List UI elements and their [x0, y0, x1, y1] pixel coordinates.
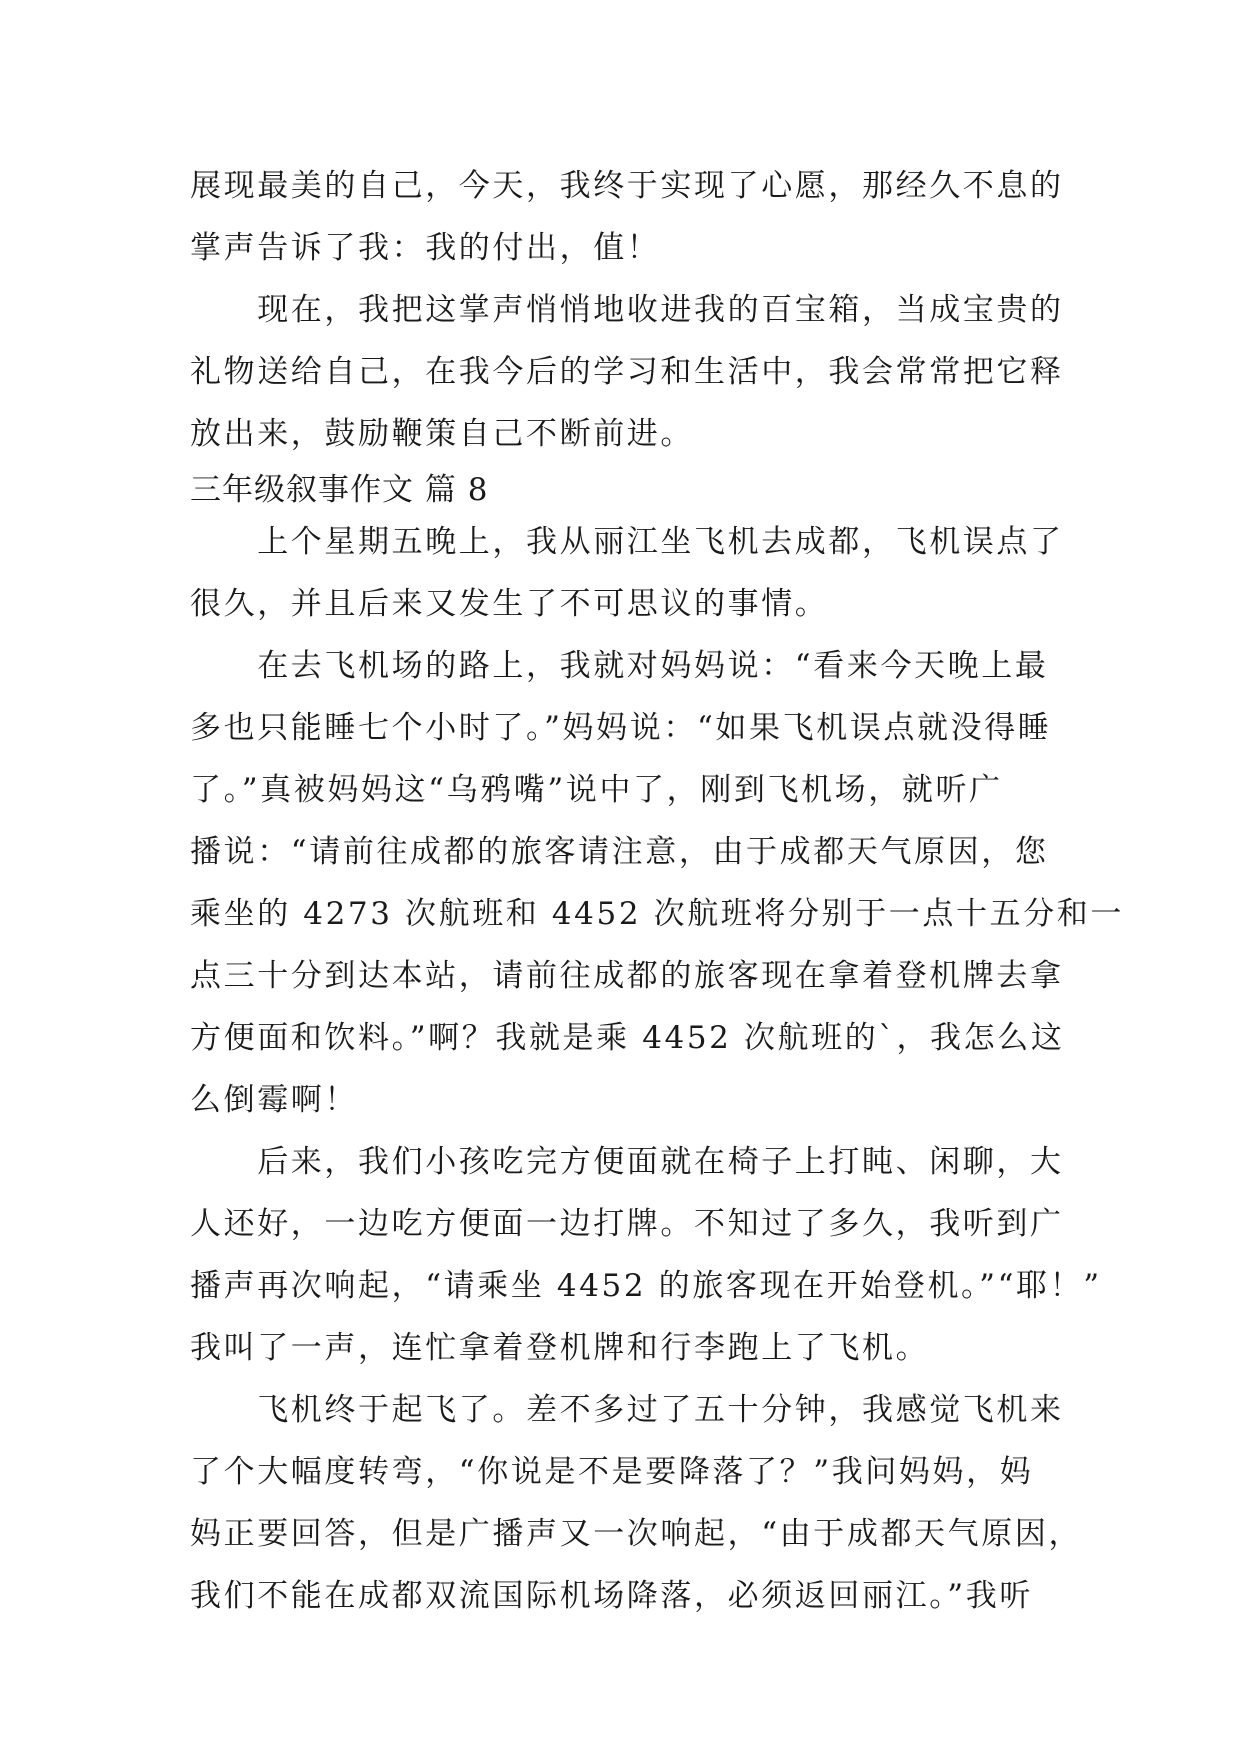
- text-line: 在去飞机场的路上，我就对妈妈说：“看来今天晚上最: [190, 648, 1049, 684]
- text-line: 了个大幅度转弯，“你说是不是要降落了？”我问妈妈，妈: [190, 1454, 1034, 1490]
- text-line: 么倒霉啊！: [190, 1082, 358, 1118]
- text-line: 我们不能在成都双流国际机场降落，必须返回丽江。”我听: [190, 1578, 1033, 1614]
- text-line: 了。”真被妈妈这“乌鸦嘴”说中了，刚到飞机场，就听广: [190, 772, 1003, 808]
- text-line: 现在，我把这掌声悄悄地收进我的百宝箱，当成宝贵的: [190, 292, 1064, 328]
- section-heading: 三年级叙事作文 篇 8: [190, 472, 489, 508]
- text-line: 掌声告诉了我：我的付出，值！: [190, 230, 661, 266]
- text-line: 播声再次响起，“请乘坐 4452 的旅客现在开始登机。”“耶！”: [190, 1268, 1102, 1304]
- text-line: 后来，我们小孩吃完方便面就在椅子上打盹、闲聊，大: [190, 1144, 1064, 1180]
- text-line: 飞机终于起飞了。差不多过了五十分钟，我感觉飞机来: [190, 1392, 1064, 1428]
- text-line: 人还好，一边吃方便面一边打牌。不知过了多久，我听到广: [190, 1206, 1064, 1242]
- text-line: 展现最美的自己，今天，我终于实现了心愿，那经久不息的: [190, 168, 1064, 204]
- text-line: 方便面和饮料。”啊？我就是乘 4452 次航班的`，我怎么这: [190, 1020, 1065, 1056]
- text-line: 放出来，鼓励鞭策自己不断前进。: [190, 416, 694, 452]
- text-line: 很久，并且后来又发生了不可思议的事情。: [190, 586, 829, 622]
- text-line: 点三十分到达本站，请前往成都的旅客现在拿着登机牌去拿: [190, 958, 1064, 994]
- text-line: 妈正要回答，但是广播声又一次响起，“由于成都天气原因，: [190, 1516, 1083, 1552]
- text-line: 我叫了一声，连忙拿着登机牌和行李跑上了飞机。: [190, 1330, 930, 1366]
- text-line: 上个星期五晚上，我从丽江坐飞机去成都，飞机误点了: [190, 524, 1064, 560]
- text-line: 多也只能睡七个小时了。”妈妈说：“如果飞机误点就没得睡: [190, 710, 1052, 746]
- text-line: 礼物送给自己，在我今后的学习和生活中，我会常常把它释: [190, 354, 1064, 390]
- text-line: 乘坐的 4273 次航班和 4452 次航班将分别于一点十五分和一: [190, 896, 1124, 932]
- text-line: 播说：“请前往成都的旅客请注意，由于成都天气原因，您: [190, 834, 1049, 870]
